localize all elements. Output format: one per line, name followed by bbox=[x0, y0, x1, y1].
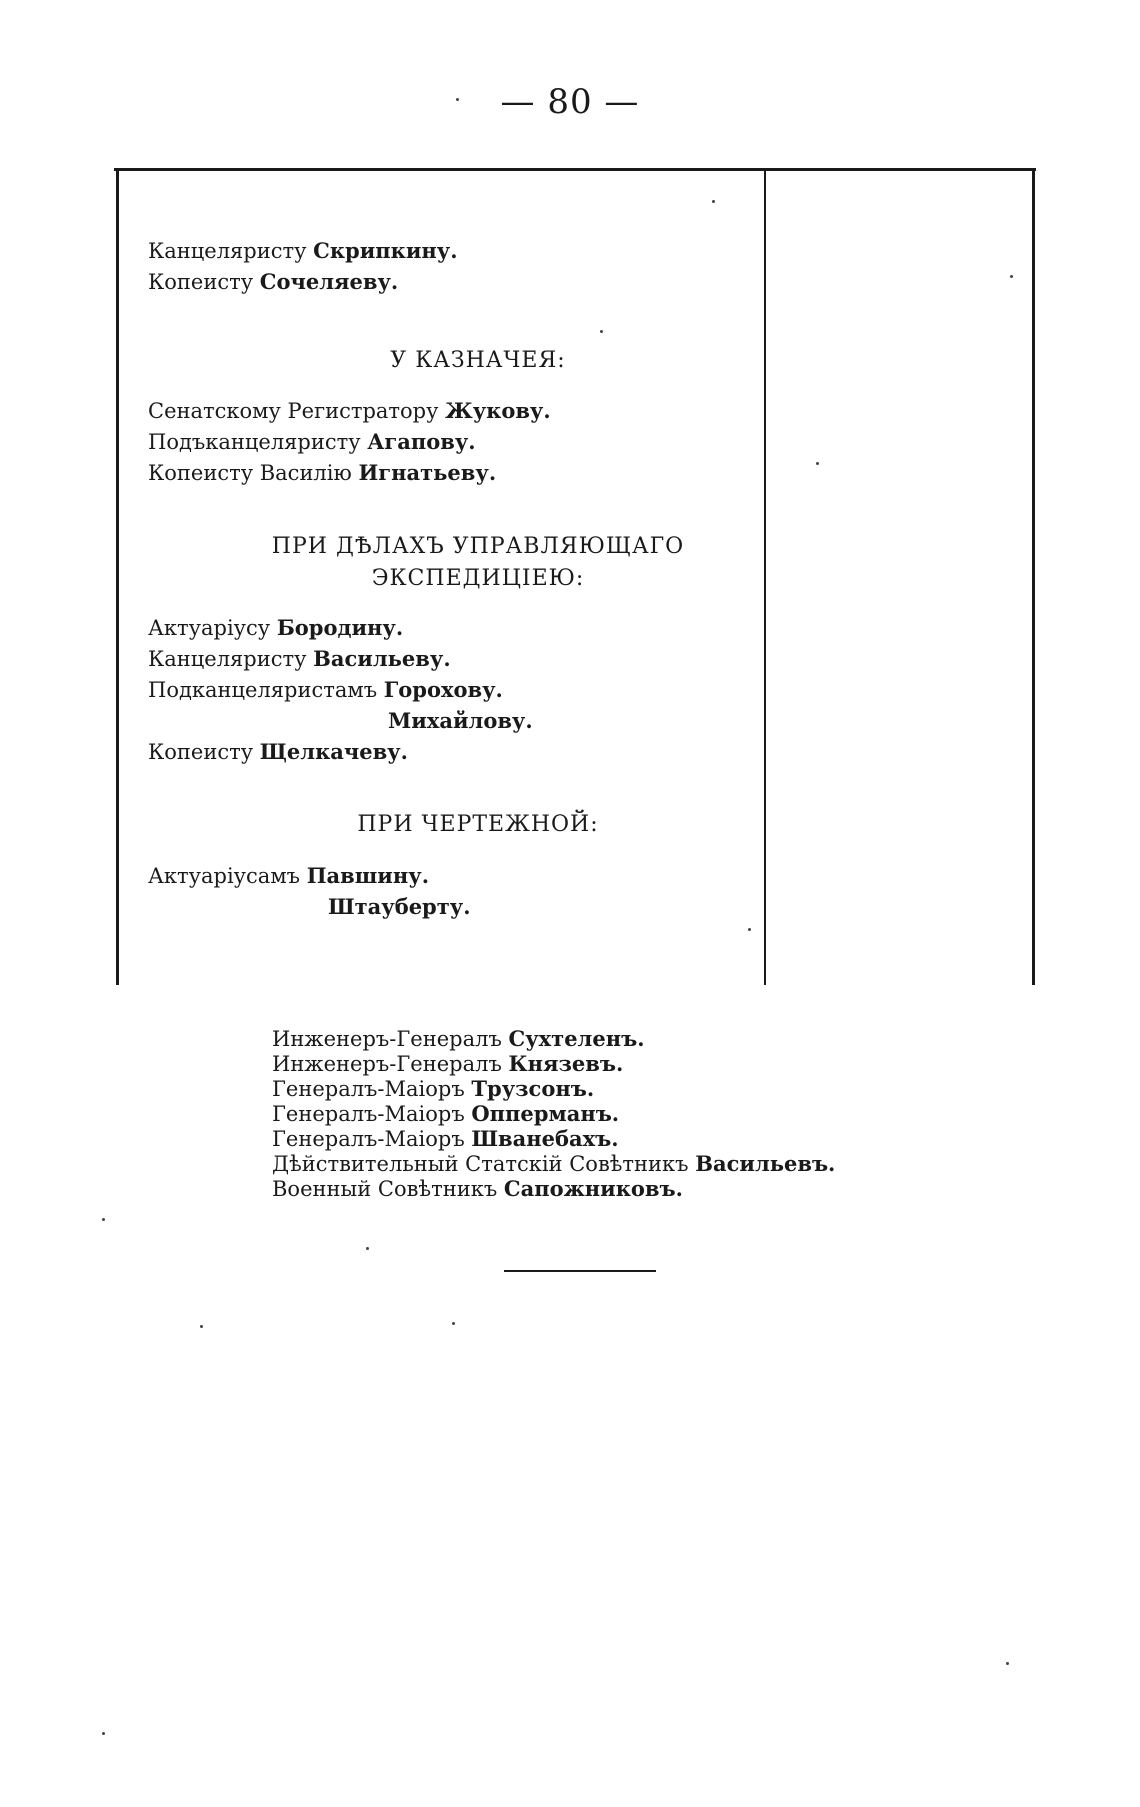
signature-line: Генералъ-Маіоръ Опперманъ. bbox=[272, 1101, 620, 1126]
scan-speck bbox=[452, 1322, 455, 1325]
list-item: Штауберту. bbox=[328, 894, 471, 919]
table-top-rule bbox=[114, 168, 1036, 171]
signature-line: Инженеръ-Генералъ Сухтеленъ. bbox=[272, 1026, 645, 1051]
list-item: Михайлову. bbox=[388, 708, 533, 733]
table-right-border bbox=[1032, 171, 1035, 985]
section-heading-expedition-2: ЭКСПЕДИЦІЕЮ: bbox=[371, 566, 585, 591]
scan-speck bbox=[366, 1247, 369, 1250]
list-item: Актуаріусу Бородину. bbox=[148, 615, 404, 640]
list-item: Подъканцеляристу Агапову. bbox=[148, 429, 476, 454]
list-item: Копеисту Василію Игнатьеву. bbox=[148, 460, 497, 485]
list-item: Копеисту Сочеляеву. bbox=[148, 269, 399, 294]
scan-speck bbox=[200, 1325, 203, 1328]
scan-speck bbox=[748, 928, 751, 931]
scan-speck bbox=[712, 200, 715, 203]
closing-rule bbox=[504, 1270, 656, 1272]
list-item: Канцеляристу Скрипкину. bbox=[148, 238, 458, 263]
scan-speck bbox=[102, 1218, 105, 1221]
section-heading-expedition: ПРИ ДѢЛАХЪ УПРАВЛЯЮЩАГО bbox=[271, 534, 685, 559]
list-item: Копеисту Щелкачеву. bbox=[148, 739, 408, 764]
signature-line: Инженеръ-Генералъ Князевъ. bbox=[272, 1051, 624, 1076]
section-heading-treasurer: У КАЗНАЧЕЯ: bbox=[390, 348, 566, 373]
section-heading-drafting: ПРИ ЧЕРТЕЖНОЙ: bbox=[357, 812, 599, 837]
signature-line: Военный Совѣтникъ Сапожниковъ. bbox=[272, 1176, 683, 1201]
scan-speck bbox=[1006, 1662, 1009, 1665]
scan-speck bbox=[456, 98, 459, 101]
scan-speck bbox=[816, 462, 819, 465]
signature-line: Генералъ-Маіоръ Трузсонъ. bbox=[272, 1076, 595, 1101]
signature-line: Генералъ-Маіоръ Шванебахъ. bbox=[272, 1126, 619, 1151]
page-number: — 80 — bbox=[500, 82, 640, 122]
signature-line: Дѣйствительный Статскій Совѣтникъ Васильевъ. bbox=[272, 1151, 836, 1176]
list-item: Канцеляристу Васильеву. bbox=[148, 646, 451, 671]
scan-speck bbox=[600, 330, 603, 333]
scan-speck bbox=[1010, 275, 1013, 278]
table-left-border bbox=[116, 171, 119, 985]
list-item: Актуаріусамъ Павшину. bbox=[148, 863, 430, 888]
scan-speck bbox=[102, 1732, 105, 1735]
list-item: Подканцеляристамъ Горохову. bbox=[148, 677, 503, 702]
list-item: Сенатскому Регистратору Жукову. bbox=[148, 398, 551, 423]
